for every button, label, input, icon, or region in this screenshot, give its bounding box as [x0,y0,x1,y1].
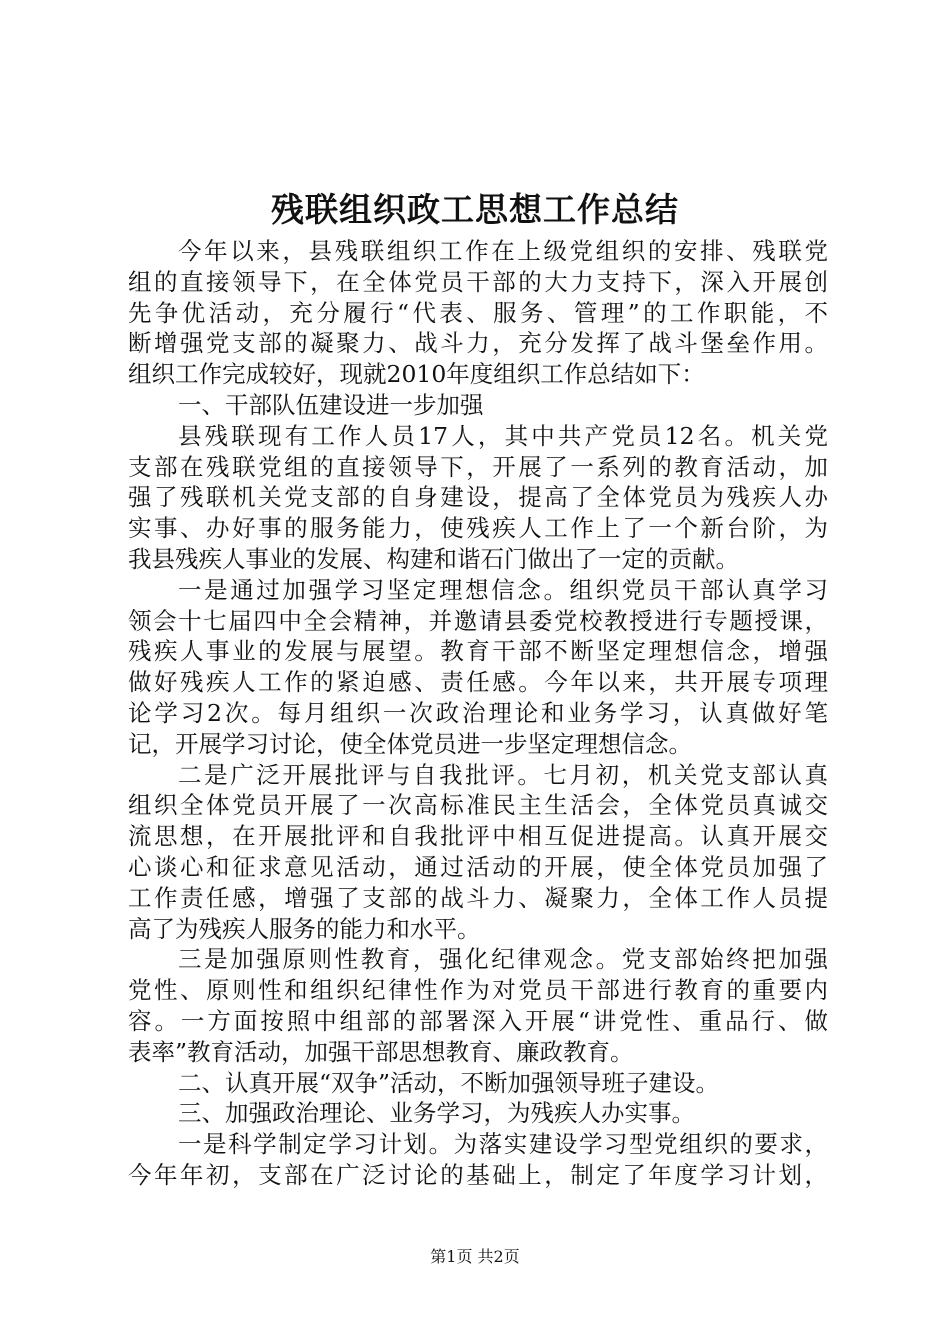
body-line: 今年年初，支部在广泛讨论的基础上，制定了年度学习计划， [128,1160,828,1189]
body-line: 三、加强政治理论、业务学习，为残疾人办实事。 [178,1099,695,1128]
body-line: 记，开展学习讨论，使全体党员进一步坚定理想信念。 [128,729,692,758]
body-line: 组织工作完成较好，现就2010年度组织工作总结如下： [128,360,705,389]
body-line: 高了为残疾人服务的能力和水平。 [128,914,481,943]
body-line: 容。一方面按照中组部的部署深入开展“讲党性、重品行、做 [128,1006,828,1035]
body-line: 先争优活动，充分履行“代表、服务、管理”的工作职能，不 [128,298,828,327]
body-line: 做好残疾人工作的紧迫感、责任感。今年以来，共开展专项理 [128,668,828,697]
body-line: 心谈心和征求意见活动，通过活动的开展，使全体党员加强了 [128,852,828,881]
body-line: 流思想，在开展批评和自我批评中相互促进提高。认真开展交 [128,822,828,851]
body-line: 一是科学制定学习计划。为落实建设学习型党组织的要求， [178,1130,828,1159]
body-line: 今年以来，县残联组织工作在上级党组织的安排、残联党 [178,237,828,265]
body-line: 工作责任感，增强了支部的战斗力、凝聚力，全体工作人员提 [128,883,828,912]
body-line: 领会十七届四中全会精神，并邀请县委党校教授进行专题授课， [128,606,828,635]
body-line: 三是加强原则性教育，强化纪律观念。党支部始终把加强 [178,945,828,974]
body-line: 支部在残联党组的直接领导下，开展了一系列的教育活动，加 [128,452,828,481]
body-line: 我县残疾人事业的发展、构建和谐石门做出了一定的贡献。 [128,544,739,573]
body-line: 断增强党支部的凝聚力、战斗力，充分发挥了战斗堡垒作用。 [128,329,828,358]
document-body [128,236,828,1191]
body-line: 县残联现有工作人员17人，其中共产党员12名。机关党 [178,421,828,450]
document-title: 残联组织政工思想工作总结 [271,190,679,229]
body-line: 党性、原则性和组织纪律性作为对党员干部进行教育的重要内 [128,976,828,1005]
body-line: 强了残联机关党支部的自身建设，提高了全体党员为残疾人办 [128,483,828,512]
body-line: 一是通过加强学习坚定理想信念。组织党员干部认真学习 [178,575,828,604]
body-line: 二是广泛开展批评与自我批评。七月初，机关党支部认真 [178,760,828,789]
page-footer: 第1页 共2页 [430,1247,520,1266]
body-line: 表率”教育活动，加强干部思想教育、廉政教育。 [128,1037,634,1066]
body-line: 残疾人事业的发展与展望。教育干部不断坚定理想信念，增强 [128,637,828,666]
body-line: 实事、办好事的服务能力，使残疾人工作上了一个新台阶，为 [128,514,828,543]
body-line: 一、干部队伍建设进一步加强 [178,390,484,419]
body-line: 论学习2次。每月组织一次政治理论和业务学习，认真做好笔 [128,698,828,727]
body-line: 组织全体党员开展了一次高标准民主生活会，全体党员真诚交 [128,791,828,820]
body-line: 二、认真开展“双争”活动，不断加强领导班子建设。 [178,1068,720,1097]
body-line: 组的直接领导下，在全体党员干部的大力支持下，深入开展创 [128,267,828,296]
